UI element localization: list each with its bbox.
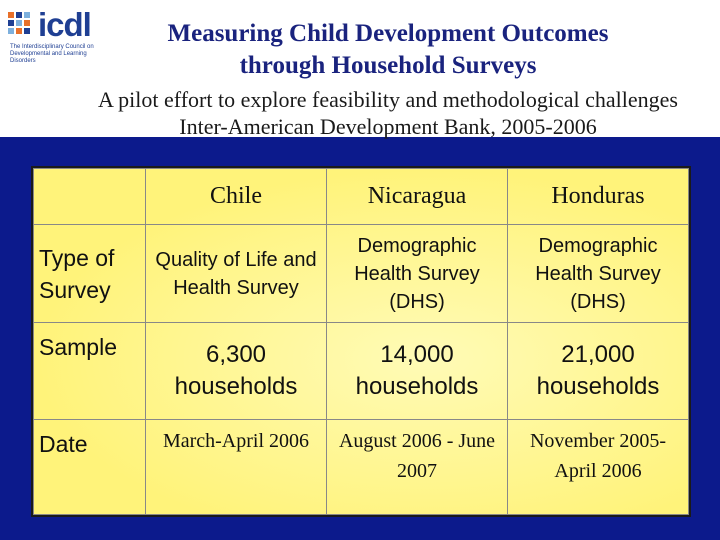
table-row (34, 420, 689, 515)
table-row (34, 225, 689, 323)
column-header-nicaragua: Nicaragua (327, 169, 508, 225)
table-cell: March-April 2006 (146, 420, 327, 515)
table-cell: 21,000 households (508, 323, 689, 420)
logo-wordmark: icdl (38, 6, 91, 43)
comparison-table-panel (31, 166, 691, 517)
table-row (34, 323, 689, 420)
table-cell: Demographic Health Survey (DHS) (327, 225, 508, 323)
column-header-blank (34, 169, 146, 225)
table-cell: November 2005- April 2006 (508, 420, 689, 515)
comparison-table (33, 168, 689, 515)
page-title (0, 18, 720, 82)
row-label-type-of-survey: Type of Survey (34, 225, 146, 323)
row-label-sample: Sample (34, 323, 146, 420)
table-cell: Demographic Health Survey (DHS) (508, 225, 689, 323)
table-header-row (34, 169, 689, 225)
title-line-2: through Household Surveys (239, 52, 537, 79)
slide-header (0, 0, 720, 137)
table-cell: August 2006 - June 2007 (327, 420, 508, 515)
table-cell: 6,300 households (146, 323, 327, 420)
table-cell: 14,000 households (327, 323, 508, 420)
subtitle-line-1: A pilot effort to explore feasibility and methodological challenges (98, 87, 678, 112)
subtitle-line-2: Inter-American Development Bank, 2005-2006 (179, 114, 597, 139)
table-cell: Quality of Life and Health Survey (146, 225, 327, 323)
logo-tagline: The Interdisciplinary Council on Developmental and Learning Disorders (10, 44, 94, 64)
column-header-chile: Chile (146, 169, 327, 225)
column-header-honduras: Honduras (508, 169, 689, 225)
row-label-date: Date (34, 420, 146, 515)
title-line-1: Measuring Child Development Outcomes (167, 20, 609, 47)
page-subtitle (0, 86, 720, 140)
